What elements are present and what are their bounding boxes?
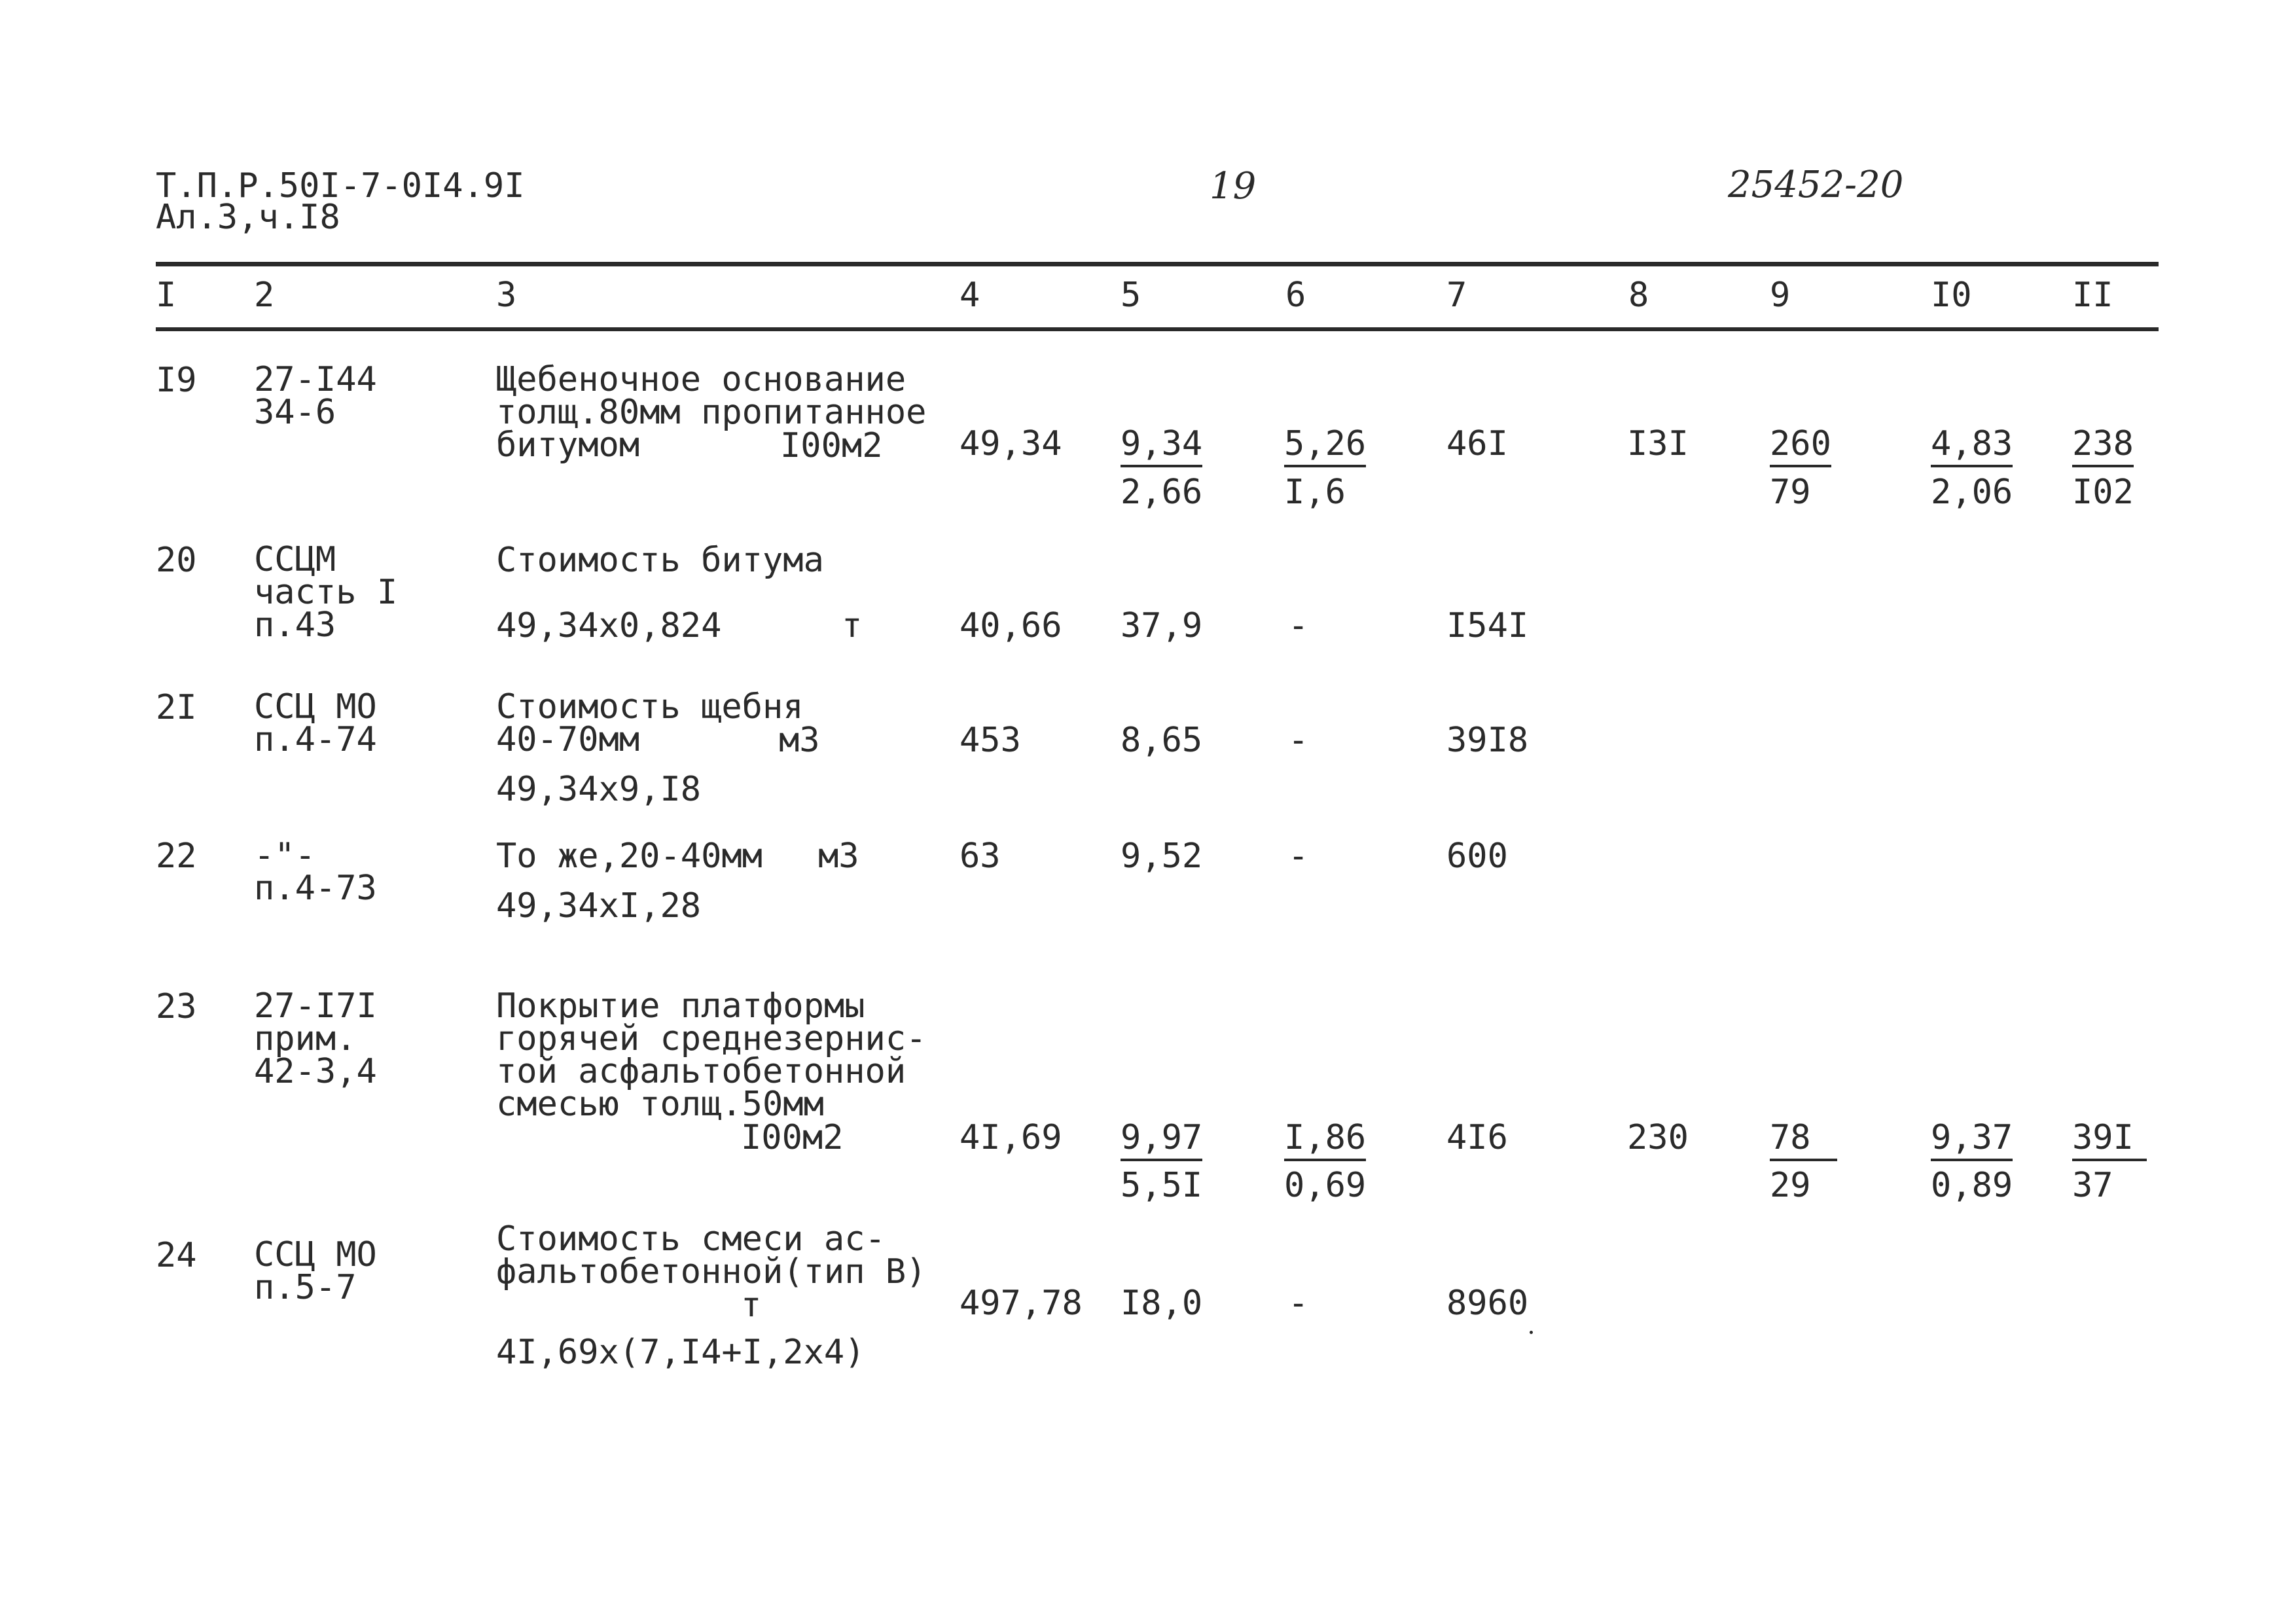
cell-col6-bottom: 0,69: [1284, 1166, 1367, 1205]
cell-col5: 9,52: [1121, 837, 1203, 876]
row-unit: м3: [818, 837, 859, 876]
column-header: 7: [1446, 276, 1467, 315]
row-number: 23: [156, 987, 197, 1026]
cell-col10-top: 9,37: [1931, 1121, 2013, 1161]
inventory-number: 25452-20: [1728, 164, 1904, 206]
row-code: 27-I7I прим. 42-3,4: [254, 986, 377, 1091]
row-description: Покрытие платформы горячей среднезернис- той асфальтобетонной смесью толщ.50мм: [496, 986, 927, 1124]
cell-col7: 4I6: [1446, 1118, 1508, 1157]
cell-col5-top: 9,97: [1121, 1121, 1202, 1161]
column-header: I0: [1931, 276, 1972, 315]
table-top-rule: [156, 262, 2159, 266]
cell-col11-bottom: I02: [2072, 473, 2134, 512]
row-code: -"- п.4-73: [254, 836, 377, 908]
row-description: Щебеночное основание толщ.80мм пропитанное битумом: [496, 360, 927, 465]
cell-col7: 39I8: [1446, 721, 1529, 760]
row-description: То же,20-40мм: [496, 837, 762, 876]
cell-col10-bottom: 2,06: [1931, 473, 2013, 512]
cell-col11-top: 238: [2072, 427, 2134, 467]
table-header-rule: [156, 327, 2159, 331]
cell-col7: 8960: [1446, 1284, 1529, 1323]
row-unit: I00м2: [780, 426, 883, 465]
page-number: 19: [1210, 165, 1257, 208]
column-header: II: [2072, 276, 2113, 315]
cell-col5-top: 9,34: [1121, 427, 1202, 467]
row-code: ССЦМ часть I п.43: [254, 540, 398, 645]
cell-col7: I54I: [1446, 606, 1529, 645]
cell-col5: I8,0: [1121, 1284, 1203, 1323]
cell-col6-top: I,86: [1284, 1121, 1366, 1161]
row-formula: 4I,69х(7,I4+I,2х4): [496, 1333, 865, 1372]
column-header: 9: [1770, 276, 1791, 315]
cell-col8: 230: [1627, 1118, 1689, 1157]
row-quantity: 453: [960, 721, 1021, 760]
row-quantity: 40,66: [960, 606, 1062, 645]
row-number: 2I: [156, 688, 197, 727]
cell-col6: -: [1288, 606, 1309, 645]
doc-subtitle: Ал.3,ч.I8: [156, 198, 340, 237]
row-quantity: 49,34: [960, 424, 1062, 463]
cell-col8: I3I: [1627, 424, 1689, 463]
cell-col6-top: 5,26: [1284, 427, 1366, 467]
row-quantity: 497,78: [960, 1284, 1083, 1323]
cell-col9-top: 260: [1770, 427, 1831, 467]
cell-col9-top: 78: [1770, 1121, 1837, 1161]
cell-col9-bottom: 29: [1770, 1166, 1811, 1205]
doc-code: Т.П.Р.50I-7-0I4.9I: [156, 166, 525, 206]
row-code: 27-I44 34-6: [254, 360, 377, 432]
column-header: 6: [1285, 276, 1306, 315]
row-number: I9: [156, 361, 197, 400]
cell-col7: 600: [1446, 837, 1508, 876]
row-unit: т: [741, 1286, 762, 1325]
cell-col6: -: [1288, 1284, 1309, 1323]
cell-col6: -: [1288, 837, 1309, 876]
cell-col5: 37,9: [1121, 606, 1203, 645]
cell-col7: 46I: [1446, 424, 1508, 463]
cell-col5-bottom: 5,5I: [1121, 1166, 1203, 1205]
cell-col11-bottom: 37: [2072, 1166, 2113, 1205]
row-description: Стоимость битума: [496, 541, 824, 580]
row-unit: т: [842, 606, 863, 645]
column-header: 3: [496, 276, 517, 315]
row-number: 24: [156, 1236, 197, 1275]
cell-col11-top: 39I: [2072, 1121, 2147, 1161]
cell-col9-bottom: 79: [1770, 473, 1811, 512]
column-header: 2: [254, 276, 275, 315]
cell-col6: -: [1288, 721, 1309, 760]
row-quantity: 4I,69: [960, 1118, 1062, 1157]
cell-col5: 8,65: [1121, 721, 1203, 760]
cell-col6-bottom: I,6: [1284, 473, 1346, 512]
row-code: ССЦ МО п.4-74: [254, 687, 377, 759]
row-formula: 49,34х9,I8: [496, 770, 702, 809]
cell-col10-top: 4,83: [1931, 427, 2013, 467]
row-unit: I00м2: [741, 1118, 844, 1157]
row-number: 20: [156, 541, 197, 580]
column-header: I: [156, 276, 177, 315]
column-header: 4: [960, 276, 980, 315]
row-description: Стоимость щебня 40-70мм: [496, 687, 804, 759]
column-header: 8: [1628, 276, 1649, 315]
row-description: Стоимость смеси ас- фальтобетонной(тип В): [496, 1219, 927, 1291]
cell-col10-bottom: 0,89: [1931, 1166, 2013, 1205]
row-unit: м3: [779, 721, 820, 760]
column-header: 5: [1121, 276, 1141, 315]
row-number: 22: [156, 837, 197, 876]
cell-col5-bottom: 2,66: [1121, 473, 1203, 512]
speck-mark: [1530, 1331, 1533, 1334]
row-quantity: 63: [960, 837, 1001, 876]
row-code: ССЦ МО п.5-7: [254, 1235, 377, 1307]
row-formula: 49,34х0,824: [496, 606, 722, 645]
row-formula: 49,34хI,28: [496, 886, 702, 926]
